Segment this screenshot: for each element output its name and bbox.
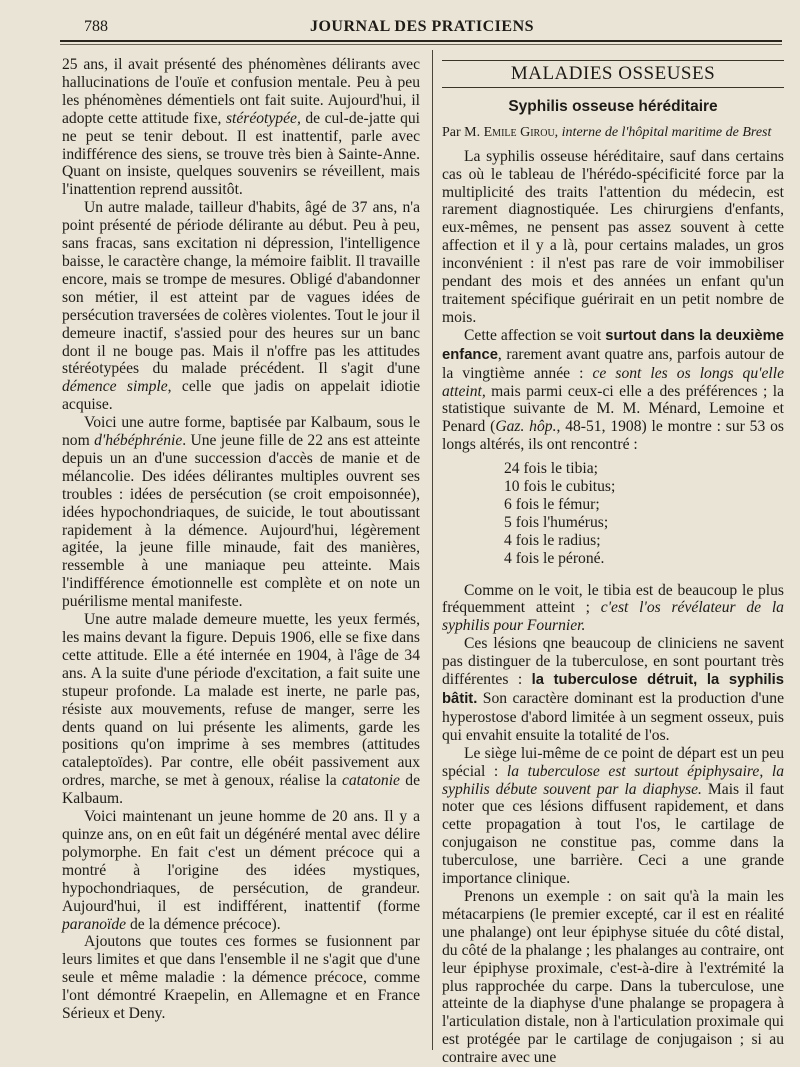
left-column (62, 56, 420, 1023)
paragraph: Ces lésions qne beaucoup de cliniciens ne savent pas distinguer de la tuberculose, en sont pourtant très différentes : la tuberculose détruit, la syphilis bâtit. Son caractère dominant est la production d'une hyperostose d'abord limitée à un segment osseux, puis qui envahit ensuite la totalité de l'os. (442, 635, 784, 744)
paragraph: Comme on le voit, le tibia est de beaucoup le plus fréquemment atteint ; c'est l'os révélateur de la syphilis pour Fournier. (442, 581, 784, 635)
column-divider (432, 50, 433, 1050)
paragraph: Ajoutons que toutes ces formes se fusionnent par leurs limites et que dans l'ensemble il ne s'agit que d'une seule et même maladie : la démence précoce, comme l'ont démontré Kraepelin, en Allemagne et en France Sérieux et Deny. (62, 933, 420, 1023)
list-item: 4 fois le péroné. (504, 549, 605, 567)
list-item: 6 fois le fémur; (504, 495, 600, 513)
bone-statistics-list (504, 460, 784, 567)
section-title: MALADIES OSSEUSES (442, 60, 784, 88)
list-item: 10 fois le cubitus; (504, 478, 616, 496)
header-rule (60, 40, 782, 42)
paragraph: Cette affection se voit surtout dans la deuxième enfance, rarement avant quatre ans, parfois autour de la vingtième année : ce sont les os longs qu'elle atteint, mais parmi ceux-ci elle a des préférences ; la statistique suivante de M. M. Ménard, Lemoine et Penard (Gaz. hôp., 48-51, 1908) le montre : sur 53 os longs altérés, ils ont rencontré : (442, 326, 784, 454)
list-item: 5 fois l'humérus; (504, 513, 609, 531)
right-column (442, 56, 784, 1067)
list-item: 4 fois le radius; (504, 531, 601, 549)
author-name: Emile Girou, (483, 124, 559, 140)
article-title: Syphilis osseuse héréditaire (508, 97, 718, 115)
paragraph: Voici maintenant un jeune homme de 20 ans. Il y a quinze ans, on en eût fait un dégénéré mental avec délire polymorphe. En fait c'est un dément précoce qui a montré à l'origine des idées mystiques, hypochondriaques, de persécution, de grandeur. Aujourd'hui, il est indifférent, inattentif (forme paranoïde de la démence précoce). (62, 808, 420, 933)
paragraph: La syphilis osseuse héréditaire, sauf dans certains cas où le tableau de l'hérédo-spécificité force par la multiplicité des traits l'attention du médecin, est rarement diagnostiquée. Les chirurgiens d'enfants, eux-mêmes, ne pensent pas assez souvent à cette affection et il y a là, pour certains malades, un gros inconvénient : il n'est pas rare de voir immobiliser pendant des mois et des années un enfant qu'un traitement spécifique guérirait en un petit nombre de mois. (442, 147, 784, 326)
paragraph: Une autre malade demeure muette, les yeux fermés, les mains devant la figure. Depuis 1906, elle se fixe dans cette attitude. Elle a été internée en 1904, à l'âge de 34 ans. A la suite d'une période d'excitation, a fait suite une stupeur profonde. La malade est inerte, ne parle pas, résiste aux mouvements, refuse de manger, serre les dents quand on lui présente les aliments, garde les positions qu'on imprime à ses membres (attitudes cataleptoïdes). Par contre, elle obéit passivement aux ordres, marche, se met à genoux, réalise la catatonie de Kalbaum. (62, 611, 420, 808)
page-number: 788 (84, 18, 108, 35)
list-item: 24 fois le tibia; (504, 460, 598, 478)
paragraph: Prenons un exemple : on sait qu'à la main les métacarpiens (le premier excepté, car il est en réalité une phalange) ont leur épiphyse située du côté distal, du côté de la phalange ; les phalanges au contraire, ont leur épiphyse proximale, c'est-à-dire à l'extrémité la plus rapprochée du carpe. Dans la tuberculose, une atteinte de la diaphyse d'une phalange se propagera à l'articulation distale, non à l'articulation proximale qui est protégée par le cartilage de conjugaison ; si au contraire avec une (442, 887, 784, 1067)
paragraph: Un autre malade, tailleur d'habits, âgé de 37 ans, n'a point présenté de période délirante au début. Peu à peu, sans fracas, sans excitation ni dépression, l'intelligence baisse, le caractère change, la mémoire faiblit. Il travaille encore, mais se trompe de mesures. Obligé d'abandonner son métier, il est atteint par de vagues idées de persécution traversées de colères violentes. Tout le jour il demeure inactif, s'assied pour des heures sur un banc dont il ne bouge pas. Mais il n'offre pas les attitudes stéréotypées du malade précédent. Il s'agit d'une démence simple, celle que jadis on appelait idiotie acquise. (62, 199, 420, 414)
paragraph: Le siège lui-même de ce point de départ est un peu spécial : la tuberculose est surtout épiphysaire, la syphilis débute souvent par la diaphyse. Mais il faut noter que ces lésions diffusent rapidement, et dans cette propagation à tout l'os, le cartilage de conjugaison ne constitue pas, comme dans la tuberculose, une barrière. Ceci a une grande importance clinique. (442, 744, 784, 888)
journal-title: JOURNAL DES PRATICIENS (309, 18, 535, 35)
paragraph: 25 ans, il avait présenté des phénomènes délirants avec hallucinations de l'ouïe et confusion mentale. Peu à peu les phénomènes démentiels ont fait suite. Aujourd'hui, il adopte cette attitude fixe, stéréotypée, de cul-de-jatte qui ne peut se tenir debout. Il est inattentif, parle avec indifférence des siens, se trouve très bien à Sainte-Anne. Quant on insiste, quelques souvenirs se réveillent, mais l'inattention reprend aussitôt. (62, 56, 420, 199)
header-rule-thin (60, 44, 782, 45)
paragraph: Voici une autre forme, baptisée par Kalbaum, sous le nom d'hébéphrénie. Une jeune fille de 22 ans est atteinte depuis un an d'une succession d'accès de manie et de mélancolie. Des idées délirantes multiples ouvrent ses troubles : idées de persécution (se croit empoisonnée), idées hypochondriaques, de suicide, le tout aboutissant rapidement à la démence. Aujourd'hui, légèrement agitée, la jeune fille minaude, fait des manières, ressemble à une maniaque peu atteinte. Mais l'indifférence émotionnelle est complète et on note un puérilisme mental manifeste. (62, 414, 420, 611)
byline: Par M. Emile Girou, interne de l'hôpital maritime de Brest (442, 124, 772, 140)
